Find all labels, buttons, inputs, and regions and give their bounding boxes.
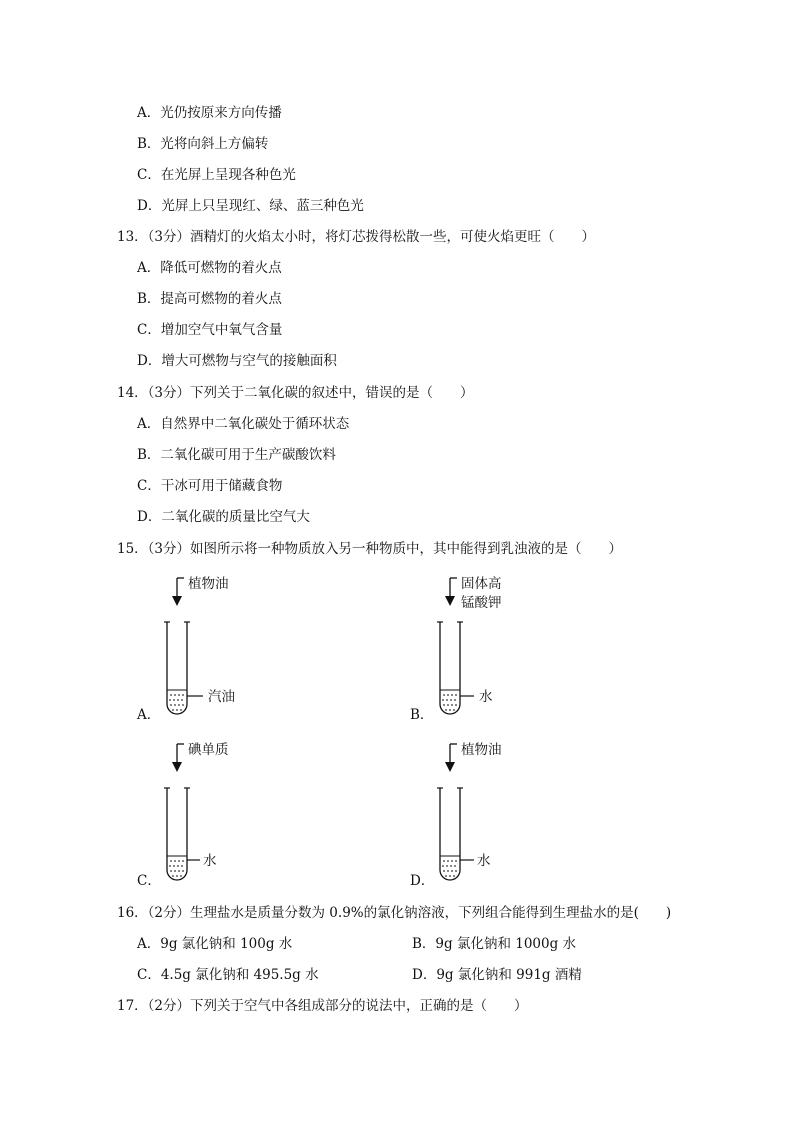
figure-c-letter: C． xyxy=(137,873,161,889)
q14-option-c: C．干冰可用于储藏食物 xyxy=(137,478,283,494)
q12-option-b: B．光将向斜上方偏转 xyxy=(137,136,269,152)
figure-b-added-label-line1: 固体高 xyxy=(461,576,502,592)
figure-d xyxy=(410,738,553,889)
q12-option-d: D．光屏上只呈现红、绿、蓝三种色光 xyxy=(137,198,364,214)
figure-a-added-label: 植物油 xyxy=(188,576,229,592)
figure-c-liquid-label: 水 xyxy=(203,853,217,869)
q16-option-a: A．9g 氯化钠和 100g 水 xyxy=(137,936,293,952)
q16-option-c: C．4.5g 氯化钠和 495.5g 水 xyxy=(137,967,319,983)
figure-d-added-label: 植物油 xyxy=(461,742,502,758)
q14-option-b: B．二氧化碳可用于生产碳酸饮料 xyxy=(137,447,336,463)
figure-a-liquid-label: 汽油 xyxy=(208,689,235,705)
figure-d-letter: D． xyxy=(410,873,435,889)
q12-option-a: A．光仍按原来方向传播 xyxy=(137,105,282,121)
figure-c xyxy=(137,738,280,889)
figure-b-liquid-label: 水 xyxy=(479,689,493,705)
q13-option-c: C．增加空气中氧气含量 xyxy=(137,322,283,338)
q13-stem: 13．（3分）酒精灯的火焰太小时，将灯芯拨得松散一些，可使火焰更旺（ ） xyxy=(117,229,596,245)
figure-a-letter: A． xyxy=(137,707,161,723)
q16-stem: 16．（2分）生理盐水是质量分数为 0.9%的氯化钠溶液，下列组合能得到生理盐水的是( ) xyxy=(117,905,672,921)
q14-stem: 14．（3分）下列关于二氧化碳的叙述中，错误的是（ ） xyxy=(117,385,474,401)
q12-option-c: C．在光屏上呈现各种色光 xyxy=(137,167,296,183)
q14-option-d: D．二氧化碳的质量比空气大 xyxy=(137,509,310,525)
figure-b xyxy=(410,572,553,723)
q13-option-a: A．降低可燃物的着火点 xyxy=(137,260,282,276)
figure-c-added-label: 碘单质 xyxy=(188,742,229,758)
q13-option-b: B．提高可燃物的着火点 xyxy=(137,291,282,307)
figure-a xyxy=(137,572,280,723)
q14-option-a: A．自然界中二氧化碳处于循环状态 xyxy=(137,416,350,432)
figure-d-liquid-label: 水 xyxy=(477,853,491,869)
q16-option-d: D．9g 氯化钠和 991g 酒精 xyxy=(412,967,582,983)
q13-option-d: D．增大可燃物与空气的接触面积 xyxy=(137,353,337,369)
q17-stem: 17．（2分）下列关于空气中各组成部分的说法中，正确的是（ ） xyxy=(117,998,528,1014)
q16-option-b: B．9g 氯化钠和 1000g 水 xyxy=(412,936,577,952)
figure-b-added-label-line2: 锰酸钾 xyxy=(461,595,502,611)
figure-b-letter: B． xyxy=(410,707,434,723)
q15-stem: 15．（3分）如图所示将一种物质放入另一种物质中，其中能得到乳浊液的是（ ） xyxy=(117,541,623,557)
